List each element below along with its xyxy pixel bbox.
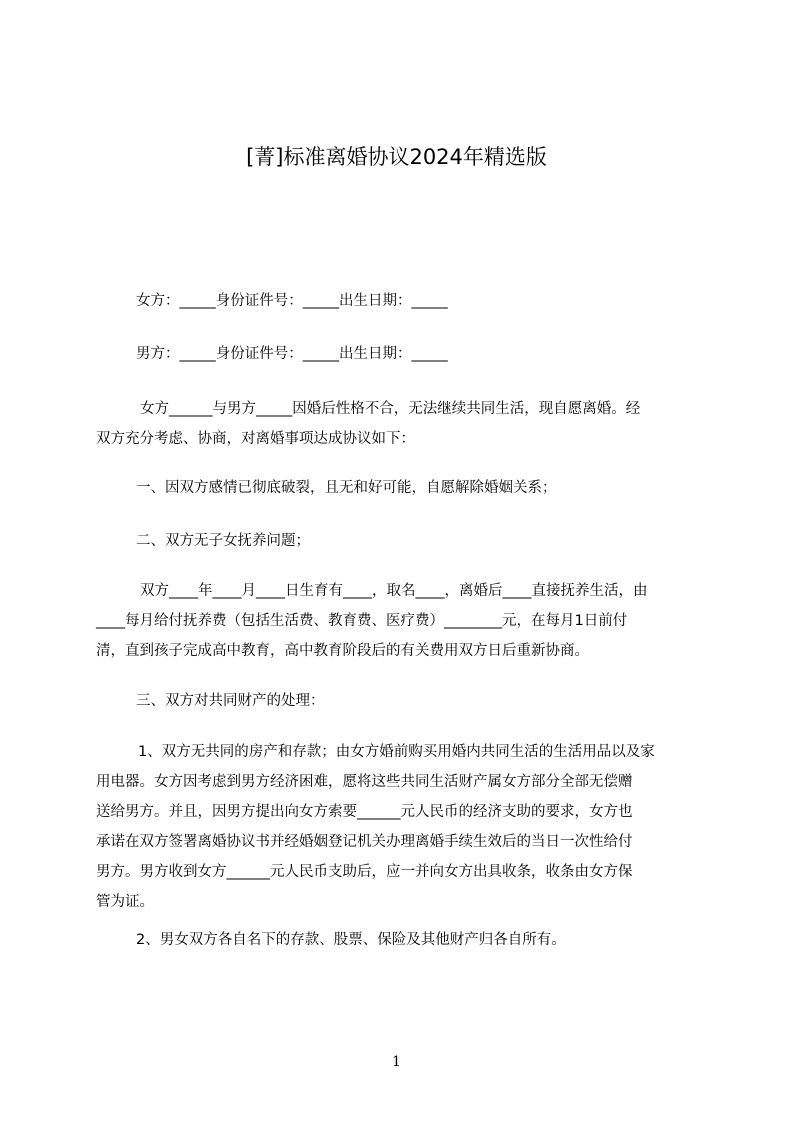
property-line: 承诺在双方签署离婚协议书并经婚姻登记机关办理离婚手续生效后的当日一次性给付 [96, 834, 633, 850]
child-support-paragraph [96, 576, 716, 666]
property-clause-two: 2、男女双方各自名下的存款、股票、保险及其他财产归各自所有。 [136, 932, 566, 948]
child-support-line: 清，直到孩子完成高中教育，高中教育阶段后的有关费用双方日后重新协商。 [96, 643, 589, 659]
intro-paragraph [96, 394, 716, 454]
property-line: 送给男方。并且，因男方提出向女方索要______元人民币的经济支助的要求，女方也 [96, 804, 633, 820]
clause-three: 三、双方对共同财产的处理： [136, 693, 325, 709]
property-line: 管为证。 [96, 894, 154, 910]
property-line: 男方。男方收到女方______元人民币支助后，应一并向女方出具收条，收条由女方保 [96, 864, 633, 880]
property-line: 1、双方无共同的房产和存款；由女方婚前购买用婚内共同生活的生活用品以及家 [138, 744, 655, 760]
child-support-line: 双方____年____月____日生育有____，取名____，离婚后____直接抚养生活，由 [140, 583, 648, 599]
intro-line: 女方______与男方_____因婚后性格不合，无法继续共同生活，现自愿离婚。经 [140, 401, 641, 417]
child-support-line: ____每月给付抚养费（包括生活费、教育费、医疗费）________元，在每月1日前付 [96, 613, 628, 629]
page-number: 1 [392, 1054, 401, 1070]
property-line: 用电器。女方因考虑到男方经济困难，愿将这些共同生活财产属女方部分全部无偿赠 [96, 774, 633, 790]
female-party-line: 女方：_____身份证件号：_____出生日期：_____ [136, 293, 448, 309]
clause-two: 二、双方无子女抚养问题； [136, 533, 310, 549]
intro-line: 双方充分考虑、协商，对离婚事项达成协议如下： [96, 431, 415, 447]
property-clause-one [96, 737, 716, 917]
male-party-line: 男方：_____身份证件号：_____出生日期：_____ [136, 346, 448, 362]
clause-one: 一、因双方感情已彻底破裂，且无和好可能，自愿解除婚姻关系； [136, 480, 557, 496]
document-title: [菁]标准离婚协议2024年精选版 [246, 145, 547, 169]
